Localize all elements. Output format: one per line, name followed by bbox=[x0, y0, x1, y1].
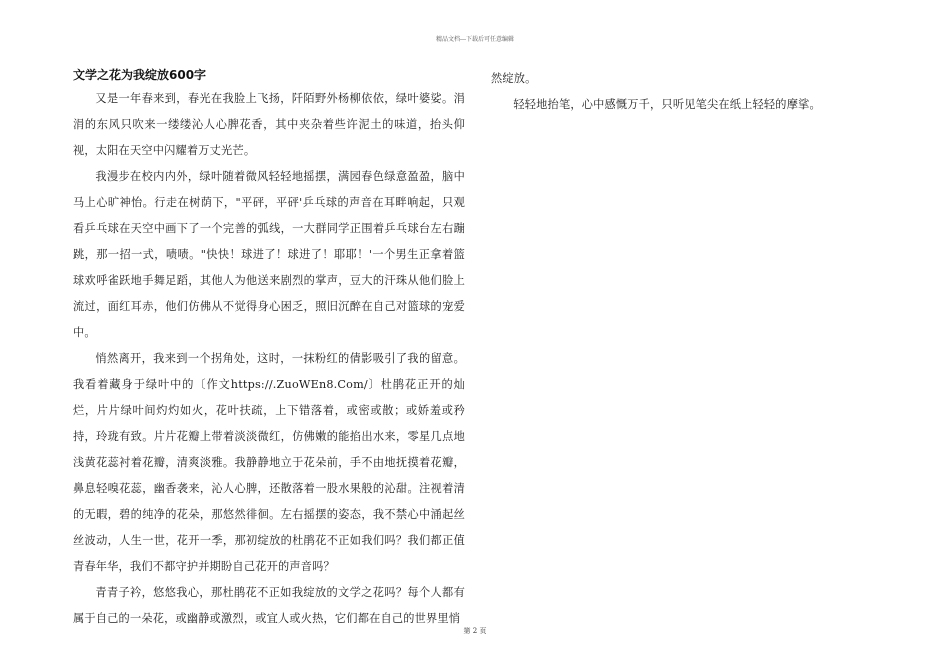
paragraph-4: 青青子衿，悠悠我心，那杜鹃花不正如我绽放的文学之花吗？每个人都有属于自己的一朵花，或幽静或激烈，或宜人或火热，它们都在自己的世界里悄 bbox=[73, 586, 465, 625]
right-column bbox=[491, 66, 883, 118]
article-title: 文学之花为我绽放600字 bbox=[73, 68, 207, 82]
paragraph-3: 悄然离开，我来到一个拐角处，这时，一抹粉红的倩影吸引了我的留意。我看着藏身于绿叶中的〔作文https://.ZuoWEn8.Com/〕杜鹃花正开的灿烂，片片绿叶间灼灼如火，花叶扶疏，上下错落着，或密或散；或娇羞或矜持，玲珑有致。片片花瓣上带着淡淡微红，仿佛嫩的能掐出水来，零星几点地浅黄花蕊衬着花瓣，清爽淡雅。我静静地立于花朵前，手不由地抚摸着花瓣，鼻息轻嗅花蕊，幽香袭来，沁人心脾，还散落着一股水果般的沁甜。注视着清的无暇，碧的纯净的花朵，那悠然徘徊。左右摇摆的姿态，我不禁心中涌起丝丝波动，人生一世，花开一季，那初绽放的杜鹃花不正如我们吗？我们都正值青春年华，我们不都守护并期盼自己花开的声音吗？ bbox=[73, 352, 465, 573]
paragraph-1: 又是一年春来到，春光在我脸上飞扬，阡陌野外杨柳依依，绿叶婆娑。涓涓的东风只吹来一缕缕沁人心脾花香，其中夹杂着些许泥土的味道，抬头仰视，太阳在天空中闪耀着万丈光芒。 bbox=[73, 92, 465, 157]
page-number: 第 2 页 bbox=[463, 627, 487, 635]
paragraph-4-continuation: 然绽放。 bbox=[491, 72, 537, 85]
left-column bbox=[73, 66, 465, 632]
paragraph-5: 轻轻地抬笔，心中感慨万千，只听见笔尖在纸上轻轻的摩挲。 bbox=[513, 98, 821, 111]
paragraph-2: 我漫步在校内内外，绿叶随着微风轻轻地摇摆，满园春色绿意盈盈，脑中马上心旷神怡。行走在树荫下，"平砰，平砰'乒乓球的声音在耳畔响起，只观看乒乓球在天空中画下了一个完善的弧线，一大群同学正围着乒乓球台左右蹦跳，那一招一式，啧啧。"快快！球进了！球进了！耶耶！'一个男生正拿着篮球欢呼雀跃地手舞足蹈，其他人为他送来剧烈的掌声，豆大的汗珠从他们脸上流过，面红耳赤，他们仿佛从不觉得身心困乏，照旧沉醉在自己对篮球的宠爱中。 bbox=[73, 170, 465, 339]
page-header: 精品文档---下载后可任意编辑 bbox=[435, 36, 515, 43]
